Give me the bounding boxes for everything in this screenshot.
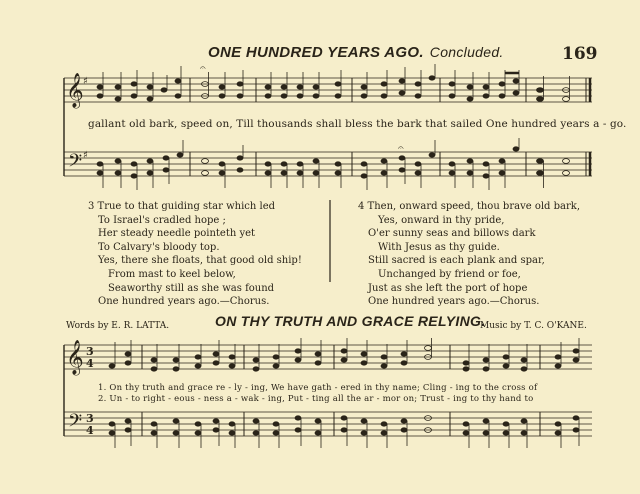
- hymn2-title: ON THY TRUTH AND GRACE RELYING.: [215, 313, 486, 329]
- verse-3-line: 3 True to that guiding star which led: [88, 201, 276, 212]
- verse-3-line: To Calvary's bloody top.: [98, 241, 220, 253]
- hymn1-title-text: ONE HUNDRED YEARS AGO.: [208, 44, 424, 61]
- staff-bass-2: [64, 412, 592, 436]
- svg-text:𝄐: 𝄐: [200, 63, 206, 74]
- treble-clef-icon-2: 𝄞: [66, 340, 84, 375]
- notes-bass-2: [109, 416, 579, 448]
- hymn2-lyric-line-1: 1. On thy truth and grace re - ly - ing, We have gath - ered in thy name; Cling - ing to the cross of: [98, 383, 538, 393]
- svg-text:3: 3: [86, 345, 94, 358]
- verse-3-line: Seaworthy still as she was found: [108, 282, 275, 294]
- page-number: 169: [562, 44, 598, 64]
- svg-text:3: 3: [86, 412, 94, 425]
- staff-treble-2: [64, 345, 592, 369]
- verse-3-line: From mast to keel below,: [108, 268, 236, 280]
- staff-bass-1: [64, 152, 592, 176]
- bass-clef-icon: 𝄢: [68, 151, 83, 176]
- svg-text:4: 4: [86, 424, 94, 437]
- verse-4-line: With Jesus as thy guide.: [378, 241, 500, 253]
- verse-4-line: Unchanged by friend or foe,: [378, 268, 521, 280]
- hymn1-lyric-line: gallant old bark, speed on, Till thousands shall bless the bark that sailed One hundred years a - go.: [88, 118, 627, 130]
- verse-3-line: Her steady needle pointeth yet: [98, 228, 256, 240]
- verse-4-line: 4 Then, onward speed, thou brave old bark,: [358, 201, 581, 212]
- hymn1-subtitle: Concluded.: [429, 44, 504, 60]
- treble-clef-icon: 𝄞: [66, 73, 84, 108]
- svg-text:♯: ♯: [83, 150, 88, 161]
- verse-3-line: One hundred years ago.—Chorus.: [98, 296, 270, 308]
- verse-3-line: Yes, there she floats, that good old ship!: [98, 255, 302, 267]
- music-credit: Music by T. C. O'KANE.: [480, 321, 587, 331]
- verse-3: [88, 200, 302, 309]
- words-credit: Words by E. R. LATTA.: [66, 321, 170, 331]
- verse-4-line: O'er sunny seas and billows dark: [368, 228, 536, 240]
- verse-4-line: Yes, onward in thy pride,: [378, 214, 505, 226]
- hymn2-lyric-line-2: 2. Un - to right - eous - ness a - wak - ing, Put - ting all the ar - mor on; Trust - ing to thy hand to: [98, 394, 534, 404]
- verse-4-line: Still sacred is each plank and spar,: [368, 255, 545, 267]
- svg-text:♯: ♯: [83, 76, 88, 87]
- notes-treble-2: [109, 338, 579, 371]
- verse-4-line: One hundred years ago.—Chorus.: [368, 296, 540, 308]
- svg-text:4: 4: [86, 357, 94, 370]
- svg-text:𝄐: 𝄐: [398, 143, 404, 154]
- verse-4-line: Just as she left the port of hope: [368, 282, 528, 294]
- verse-4: [358, 200, 580, 309]
- bass-clef-icon-2: 𝄢: [68, 411, 83, 436]
- verse-3-line: To Israel's cradled hope ;: [98, 214, 226, 226]
